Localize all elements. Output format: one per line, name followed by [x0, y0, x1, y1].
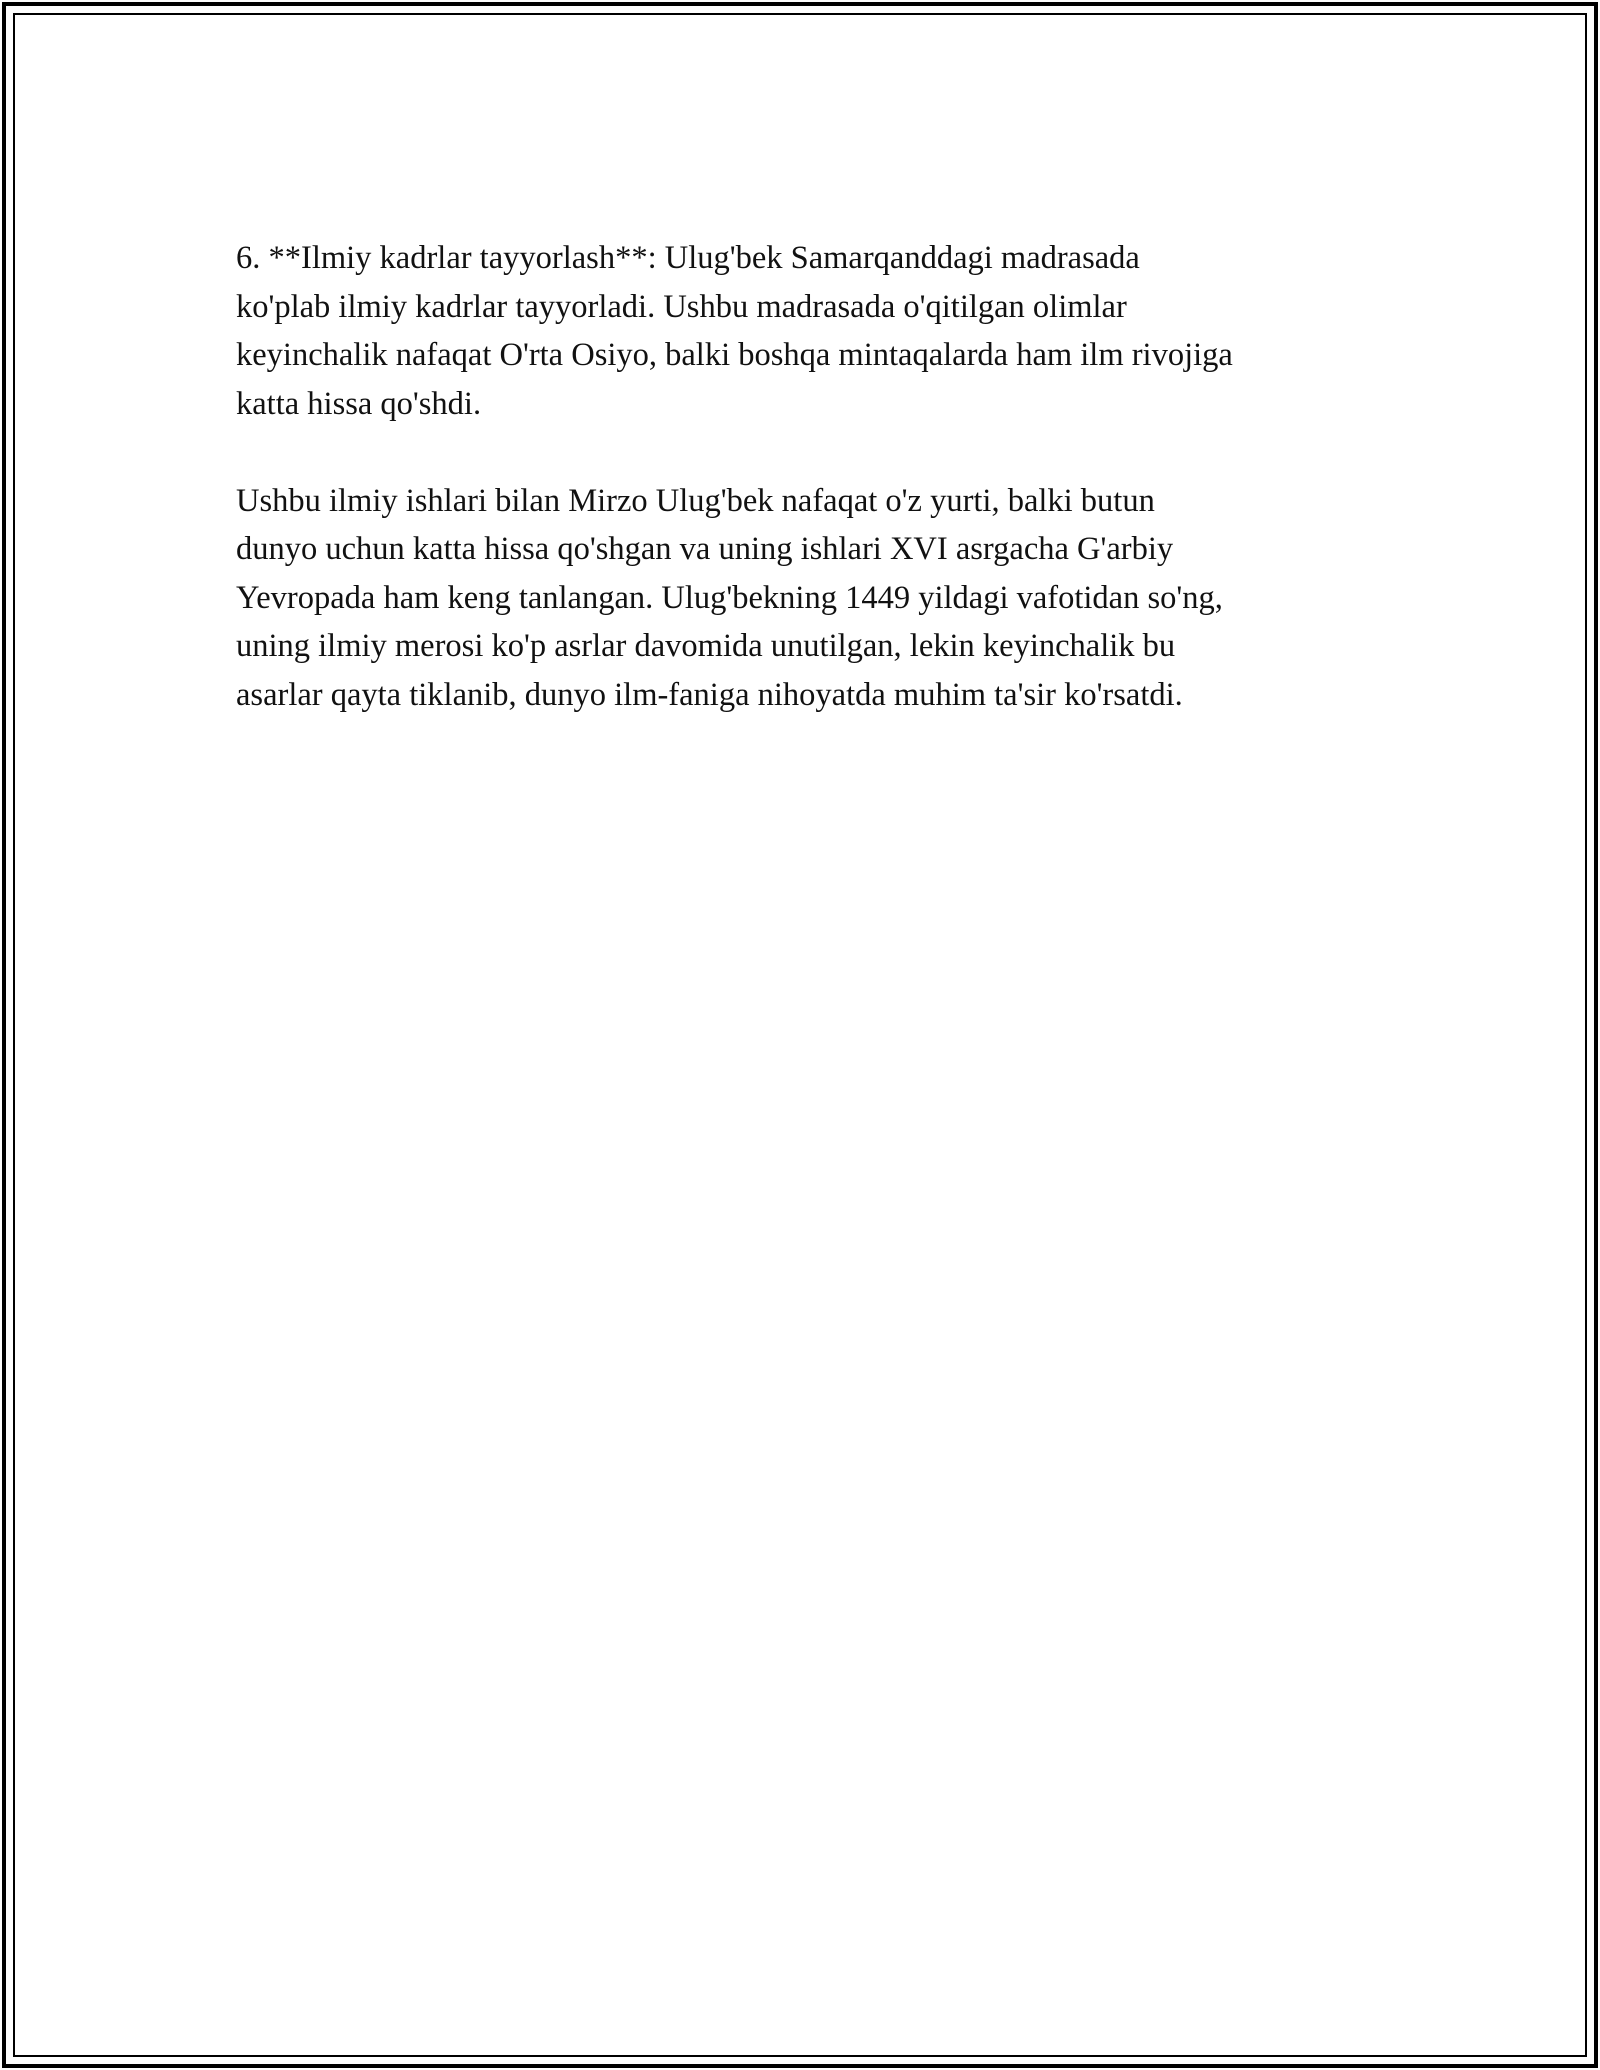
- paragraph-legacy: Ushbu ilmiy ishlari bilan Mirzo Ulug'bek nafaqat o'z yurti, balki butun dunyo uchun katta hissa qo'shgan va uning ishlari XVI asrgacha G'arbiy Yevropada ham keng tanlangan. Ulug'bekning 1449 yildagi vafotidan so'ng, uning ilmiy merosi ko'p asrlar davomida unutilgan, lekin keyinchalik bu asarlar qayta tiklanib, dunyo ilm-faniga nihoyatda muhim ta'sir ko'rsatdi.: [236, 482, 1223, 713]
- document-body: [236, 234, 1376, 719]
- paragraph-scientific-cadres: 6. **Ilmiy kadrlar tayyorlash**: Ulug'bek Samarqanddagi madrasada ko'plab ilmiy kadrlar tayyorladi. Ushbu madrasada o'qitilgan olimlar keyinchalik nafaqat O'rta Osiyo, balki boshqa mintaqalarda ham ilm rivojiga katta hissa qo'shdi.: [236, 240, 1233, 422]
